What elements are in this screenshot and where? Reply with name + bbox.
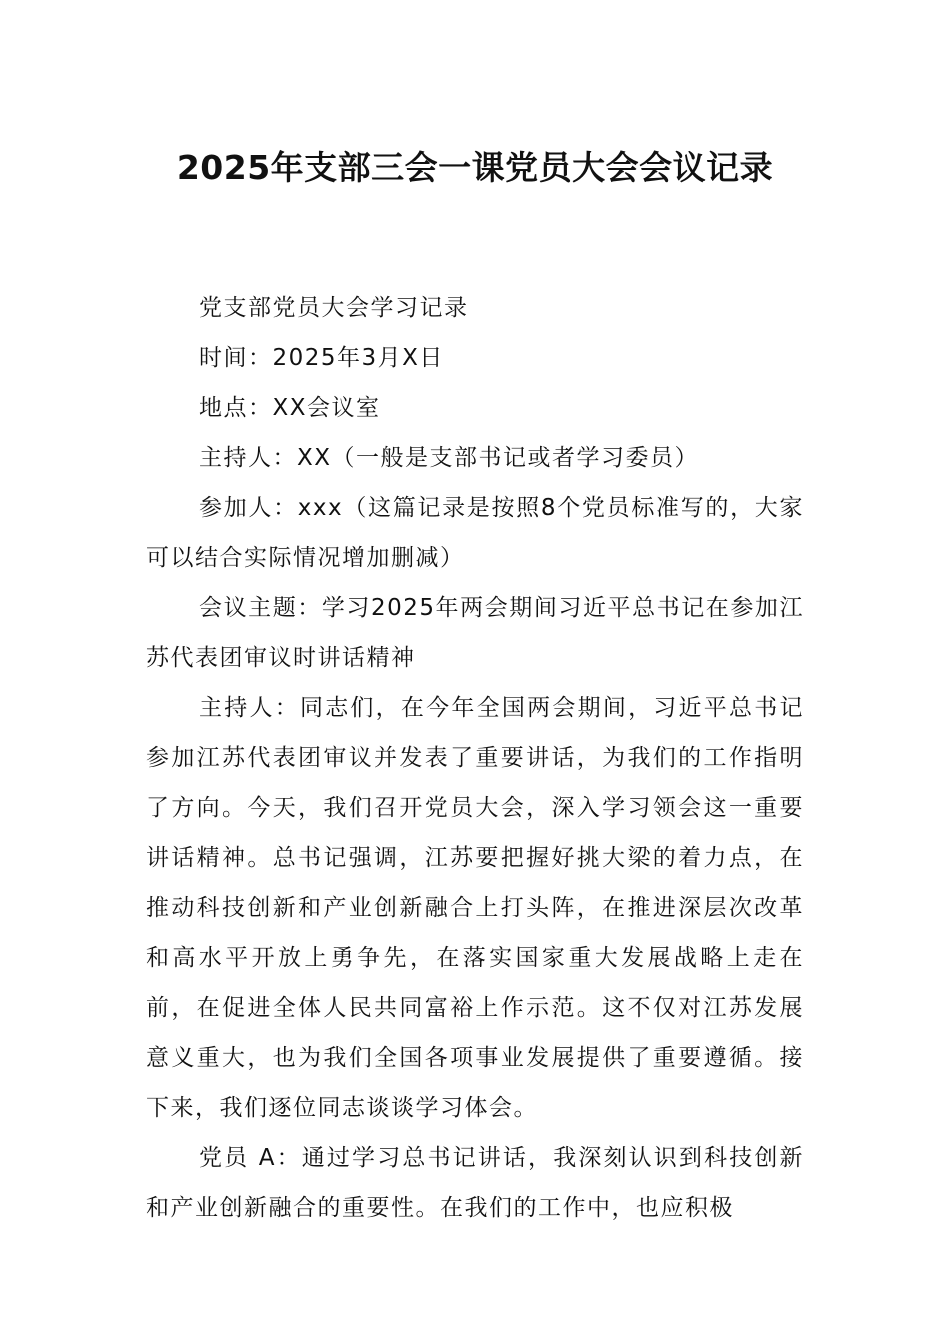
document-body — [146, 283, 804, 1233]
paragraph-location: 地点：XX会议室 — [199, 395, 381, 421]
document-title: 2025年支部三会一课党员大会会议记录 — [176, 148, 774, 187]
paragraph-time: 时间：2025年3月X日 — [199, 345, 444, 371]
paragraph-host-speech: 主持人：同志们，在今年全国两会期间，习近平总书记参加江苏代表团审议并发表了重要讲话，为我们的工作指明了方向。今天，我们召开党员大会，深入学习领会这一重要讲话精神。总书记强调，江苏要把握好挑大梁的着力点，在推动科技创新和产业创新融合上打头阵，在推进深层次改革和高水平开放上勇争先，在落实国家重大发展战略上走在前，在促进全体人民共同富裕上作示范。这不仅对江苏发展意义重大，也为我们全国各项事业发展提供了重要遵循。接下来，我们逐位同志谈谈学习体会。 — [146, 695, 804, 1121]
paragraph-meeting-topic: 会议主题：学习2025年两会期间习近平总书记在参加江苏代表团审议时讲话精神 — [146, 595, 804, 671]
paragraph-record-heading: 党支部党员大会学习记录 — [199, 295, 469, 321]
paragraph-attendees: 参加人：xxx（这篇记录是按照8个党员标准写的，大家可以结合实际情况增加删减） — [146, 495, 804, 571]
paragraph-member-a: 党员 A：通过学习总书记讲话，我深刻认识到科技创新和产业创新融合的重要性。在我们的工作中，也应积极 — [146, 1145, 804, 1221]
paragraph-host: 主持人：XX（一般是支部书记或者学习委员） — [199, 445, 700, 471]
